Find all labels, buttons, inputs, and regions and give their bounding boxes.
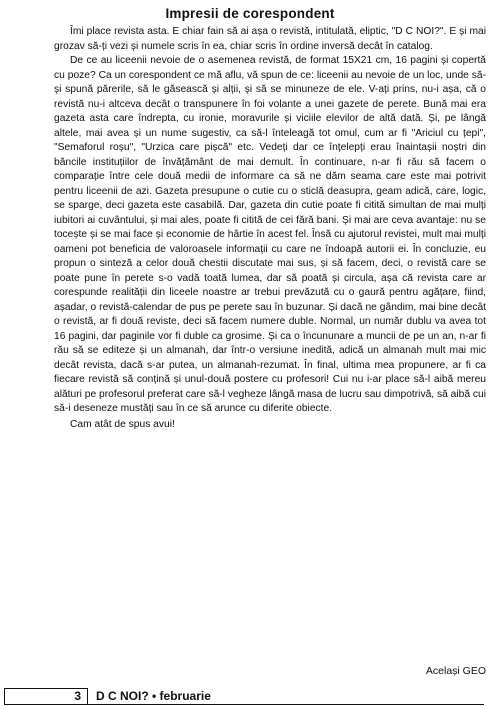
article-closing: Cam atât de spus avui! <box>70 418 175 430</box>
footer-rule <box>88 704 484 705</box>
article-title: Impresii de corespondent <box>165 6 335 21</box>
author-signature: Același GEO <box>425 665 486 677</box>
article-body <box>54 25 486 432</box>
page-number: 3 <box>4 688 88 705</box>
magazine-issue: D C NOI? • februarie <box>96 689 211 703</box>
article-paragraph-main: De ce au liceenii nevoie de o asemenea revistă, de format 15X21 cm, 16 pagini și copertă cu poze? Ca un corespondent ce mă aflu, vă spun de ce: liceenii au nevoie de un loc, unde să-și spună părerile, să le găsească și alții, și să se minuneze de ele. V-ați prins, nu-i așa, că o revistă nu-i altceva decât o transpunere în foi volante a unei gazete de perete. Bună mai era gazeta asta care îndrepta, cu ironie, moravurile și viciile elevilor de altă dată. Și, pe lângă altele, mai avea și un nume sugestiv, ca să-l înteleagă tot omul, cum ar fi "Ariciul cu țepi", "Semaforul roșu", "Urzica care pișcă" etc. Vedeți dar ce înțelepți erau înaintașii noștri din băncile instituțiilor de învățământ de mai demult. În continuare, n-ar fi rău să facem o comparație între cele două medii de informare ca să ne dăm seama care este mai potrivit pentru liceenii de azi. Gazeta presupune o cutie cu o sticlă deasupra, geam adică, care, logic, se sparge, deci gazeta este casabilă. Dar, gazeta din cutie poate fi citită simultan de mai mulți iubitori ai cuvântului, și mai ales, poate fi citită de cei fără bani. Și mai are ceva avantaje: nu se tocește și se mai face și economie de hârtie în acest fel. Însă cu ajutorul revistei, mult mai mulți oameni pot beneficia de valoroasele informații cu care ne îndoapă autorii ei. În concluzie, eu propun o sinteză a celor două chestii discutate mai sus, și să facem, deci, o revistă care se poate pune în perete s-o vadă toată lumea, dar să poată și circula, așa că revista care ar corespunde realității din liceele noastre ar trebui prevăzută cu o gaură pentru agățare, fiind, așadar, o revistă-calendar de pus pe perete sau în buzunar. Și dacă ne gândim, mai bine decât o revistă, ar fi două reviste, deci să facem numere duble. Normal, un număr dublu va avea tot 16 pagini, dar paginile vor fi duble ca grosime. Și ca o încununare a muncii de pe un an, n-ar fi rău să se editeze și un almanah, dar într-o versiune inedită, adică un almanah mult mai mic decât revista, dacă s-ar putea, un almanah-rezumat. În final, ultima mea propunere, ar fi ca fiecare revistă să conțină și unul-două postere cu profesori! Cui nu i-ar place să-l aibă mereu alături pe profesorul preferat care să-l vegheze lângă masa de lucru sau dimpotrivă, să aibă cui să-i deseneze mustăți sau în ce să arunce cu diferite obiecte. <box>54 55 486 414</box>
page-footer <box>4 688 484 706</box>
article-paragraph-intro: Îmi place revista asta. E chiar fain să ai așa o revistă, intitulată, eliptic, "D C NOI?". E și mai grozav să-ți vezi și numele scris în ea, chiar scris în ordine inversă decât în catalog. <box>54 26 486 52</box>
